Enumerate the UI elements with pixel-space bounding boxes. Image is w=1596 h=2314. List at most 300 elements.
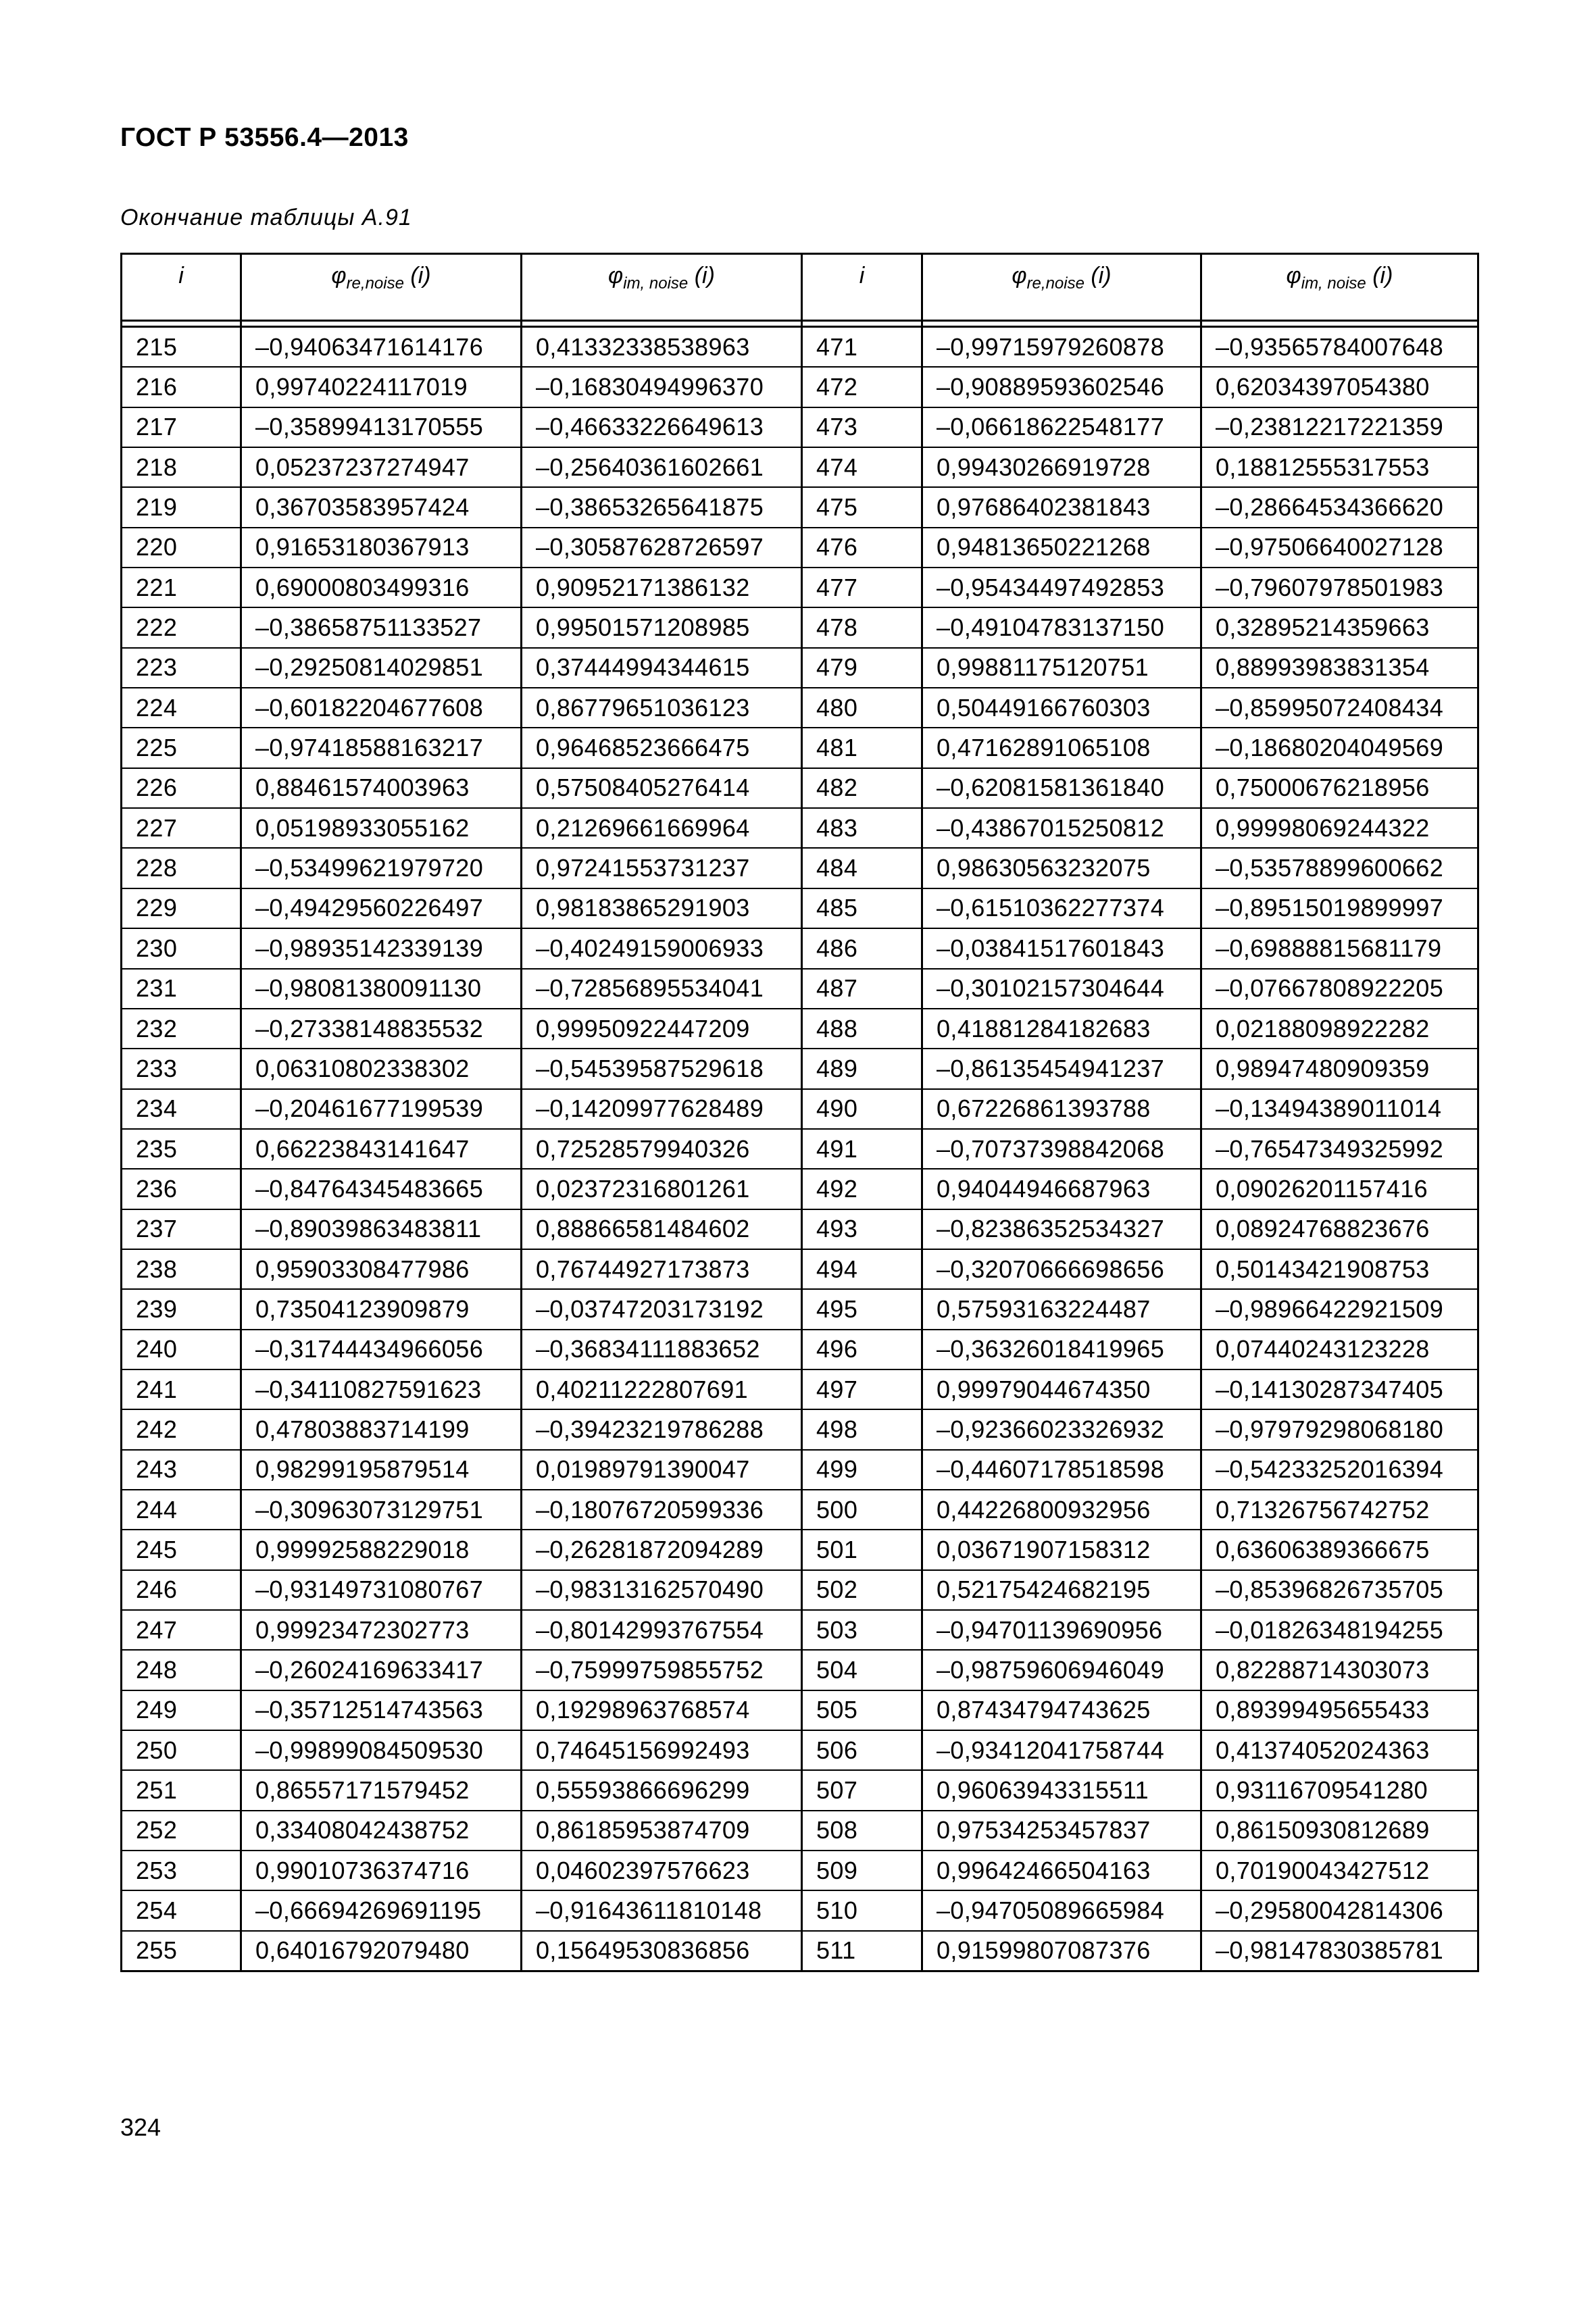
re-noise-cell-2: –0,61510362277374 — [922, 888, 1201, 928]
im-noise-cell-2: –0,98147830385781 — [1201, 1931, 1478, 1971]
im-noise-cell-2: 0,02188098922282 — [1201, 1009, 1478, 1049]
index-cell-2: 487 — [802, 969, 922, 1009]
table-row — [122, 528, 1478, 568]
table-row — [122, 1490, 1478, 1530]
table-row — [122, 1730, 1478, 1770]
index-cell-2: 500 — [802, 1490, 922, 1530]
im-noise-cell-2: 0,89399495655433 — [1201, 1690, 1478, 1730]
im-noise-cell: 0,76744927173873 — [522, 1249, 802, 1289]
table-row — [122, 487, 1478, 527]
im-noise-cell-2: 0,86150930812689 — [1201, 1811, 1478, 1851]
index-cell-2: 483 — [802, 808, 922, 848]
index-cell: 222 — [122, 607, 241, 647]
im-noise-cell-2: 0,08924768823676 — [1201, 1209, 1478, 1249]
im-noise-cell-2: –0,54233252016394 — [1201, 1450, 1478, 1490]
re-noise-cell-2: –0,94701139690956 — [922, 1610, 1201, 1650]
index-cell: 234 — [122, 1089, 241, 1129]
values-table — [120, 253, 1479, 1972]
im-noise-cell-2: 0,07440243123228 — [1201, 1330, 1478, 1369]
table-row — [122, 1089, 1478, 1129]
index-cell: 240 — [122, 1330, 241, 1369]
table-row — [122, 969, 1478, 1009]
re-noise-cell: 0,05237237274947 — [241, 447, 522, 487]
re-noise-cell: –0,27338148835532 — [241, 1009, 522, 1049]
header-index-2: i — [802, 254, 922, 321]
index-cell: 239 — [122, 1289, 241, 1329]
index-cell-2: 491 — [802, 1129, 922, 1169]
index-cell: 226 — [122, 768, 241, 808]
im-noise-cell: 0,41332338538963 — [522, 327, 802, 368]
re-noise-cell: –0,53499621979720 — [241, 848, 522, 888]
re-noise-cell-2: –0,94705089665984 — [922, 1890, 1201, 1930]
im-noise-cell: 0,72528579940326 — [522, 1129, 802, 1169]
re-noise-cell-2: 0,47162891065108 — [922, 728, 1201, 768]
table-caption: Окончание таблицы А.91 — [120, 205, 412, 230]
re-noise-cell-2: –0,92366023326932 — [922, 1409, 1201, 1449]
index-cell-2: 511 — [802, 1931, 922, 1971]
index-cell-2: 498 — [802, 1409, 922, 1449]
table-row — [122, 1570, 1478, 1610]
index-cell-2: 485 — [802, 888, 922, 928]
im-noise-cell-2: 0,50143421908753 — [1201, 1249, 1478, 1289]
im-noise-cell-2: –0,23812217221359 — [1201, 407, 1478, 447]
table-row — [122, 848, 1478, 888]
re-noise-cell: 0,47803883714199 — [241, 1409, 522, 1449]
im-noise-cell-2: –0,07667808922205 — [1201, 969, 1478, 1009]
im-noise-cell-2: 0,88993983831354 — [1201, 648, 1478, 688]
table-row — [122, 407, 1478, 447]
index-cell-2: 480 — [802, 688, 922, 728]
im-noise-cell: 0,37444994344615 — [522, 648, 802, 688]
index-cell: 216 — [122, 367, 241, 407]
table-row — [122, 447, 1478, 487]
re-noise-cell-2: –0,06618622548177 — [922, 407, 1201, 447]
im-noise-cell-2: 0,32895214359663 — [1201, 607, 1478, 647]
table-row — [122, 1049, 1478, 1088]
im-noise-cell: –0,39423219786288 — [522, 1409, 802, 1449]
re-noise-cell-2: 0,94044946687963 — [922, 1169, 1201, 1209]
re-noise-cell-2: 0,96063943315511 — [922, 1770, 1201, 1810]
re-noise-cell-2: 0,97534253457837 — [922, 1811, 1201, 1851]
table-row — [122, 1289, 1478, 1329]
im-noise-cell-2: –0,85396826735705 — [1201, 1570, 1478, 1610]
re-noise-cell-2: 0,87434794743625 — [922, 1690, 1201, 1730]
table-row — [122, 1650, 1478, 1690]
index-cell: 225 — [122, 728, 241, 768]
im-noise-cell: 0,04602397576623 — [522, 1851, 802, 1890]
index-cell: 255 — [122, 1931, 241, 1971]
im-noise-cell: –0,30587628726597 — [522, 528, 802, 568]
index-cell-2: 481 — [802, 728, 922, 768]
im-noise-cell: 0,86185953874709 — [522, 1811, 802, 1851]
table-row — [122, 768, 1478, 808]
im-noise-cell: –0,91643611810148 — [522, 1890, 802, 1930]
table-row — [122, 1890, 1478, 1930]
re-noise-cell: –0,26024169633417 — [241, 1650, 522, 1690]
index-cell-2: 494 — [802, 1249, 922, 1289]
re-noise-cell-2: 0,97686402381843 — [922, 487, 1201, 527]
index-cell-2: 501 — [802, 1530, 922, 1569]
re-noise-cell: –0,66694269691195 — [241, 1890, 522, 1930]
index-cell-2: 476 — [802, 528, 922, 568]
im-noise-cell-2: –0,18680204049569 — [1201, 728, 1478, 768]
index-cell: 246 — [122, 1570, 241, 1610]
im-noise-cell: –0,54539587529618 — [522, 1049, 802, 1088]
index-cell-2: 472 — [802, 367, 922, 407]
re-noise-cell-2: –0,90889593602546 — [922, 367, 1201, 407]
re-noise-cell-2: 0,99979044674350 — [922, 1369, 1201, 1409]
re-noise-cell: 0,86557171579452 — [241, 1770, 522, 1810]
im-noise-cell-2: –0,01826348194255 — [1201, 1610, 1478, 1650]
re-noise-cell-2: –0,70737398842068 — [922, 1129, 1201, 1169]
table-row — [122, 1369, 1478, 1409]
im-noise-cell: –0,98313162570490 — [522, 1570, 802, 1610]
re-noise-cell-2: 0,98630563232075 — [922, 848, 1201, 888]
im-noise-cell-2: –0,89515019899997 — [1201, 888, 1478, 928]
index-cell: 230 — [122, 928, 241, 968]
re-noise-cell: –0,30963073129751 — [241, 1490, 522, 1530]
index-cell-2: 505 — [802, 1690, 922, 1730]
re-noise-cell-2: 0,94813650221268 — [922, 528, 1201, 568]
index-cell-2: 504 — [802, 1650, 922, 1690]
im-noise-cell: 0,40211222807691 — [522, 1369, 802, 1409]
im-noise-cell-2: –0,85995072408434 — [1201, 688, 1478, 728]
re-noise-cell-2: 0,99642466504163 — [922, 1851, 1201, 1890]
index-cell-2: 482 — [802, 768, 922, 808]
re-noise-cell-2: –0,03841517601843 — [922, 928, 1201, 968]
table-row — [122, 1409, 1478, 1449]
im-noise-cell-2: –0,13494389011014 — [1201, 1089, 1478, 1129]
re-noise-cell: 0,91653180367913 — [241, 528, 522, 568]
page-number: 324 — [120, 2113, 161, 2141]
im-noise-cell: 0,57508405276414 — [522, 768, 802, 808]
re-noise-cell: –0,98935142339139 — [241, 928, 522, 968]
index-cell: 242 — [122, 1409, 241, 1449]
table-row — [122, 1209, 1478, 1249]
im-noise-cell-2: 0,62034397054380 — [1201, 367, 1478, 407]
im-noise-cell-2: 0,98947480909359 — [1201, 1049, 1478, 1088]
table-row — [122, 648, 1478, 688]
re-noise-cell-2: 0,99881175120751 — [922, 648, 1201, 688]
index-cell-2: 499 — [802, 1450, 922, 1490]
index-cell: 248 — [122, 1650, 241, 1690]
re-noise-cell: 0,69000803499316 — [241, 568, 522, 607]
re-noise-cell-2: –0,86135454941237 — [922, 1049, 1201, 1088]
im-noise-cell: 0,99950922447209 — [522, 1009, 802, 1049]
im-noise-cell-2: –0,97506640027128 — [1201, 528, 1478, 568]
re-noise-cell-2: –0,44607178518598 — [922, 1450, 1201, 1490]
im-noise-cell: –0,72856895534041 — [522, 969, 802, 1009]
table-row — [122, 1690, 1478, 1730]
header-re-noise-2: $\varphi_{re,noise}$ (i) — [922, 254, 1201, 321]
index-cell-2: 488 — [802, 1009, 922, 1049]
re-noise-cell-2: 0,67226861393788 — [922, 1089, 1201, 1129]
index-cell: 247 — [122, 1610, 241, 1650]
re-noise-cell-2: –0,49104783137150 — [922, 607, 1201, 647]
header-re-noise: $\varphi_{re,noise}$ (i) — [241, 254, 522, 321]
im-noise-cell-2: 0,71326756742752 — [1201, 1490, 1478, 1530]
im-noise-cell: 0,98183865291903 — [522, 888, 802, 928]
re-noise-cell: –0,20461677199539 — [241, 1089, 522, 1129]
table-row — [122, 728, 1478, 768]
im-noise-cell-2: –0,69888815681179 — [1201, 928, 1478, 968]
re-noise-cell: 0,95903308477986 — [241, 1249, 522, 1289]
table-row — [122, 1169, 1478, 1209]
table-row — [122, 1330, 1478, 1369]
im-noise-cell: –0,16830494996370 — [522, 367, 802, 407]
im-noise-cell: –0,18076720599336 — [522, 1490, 802, 1530]
index-cell-2: 479 — [802, 648, 922, 688]
re-noise-cell: –0,35899413170555 — [241, 407, 522, 447]
im-noise-cell: 0,15649530836856 — [522, 1931, 802, 1971]
re-noise-cell: 0,88461574003963 — [241, 768, 522, 808]
re-noise-cell-2: –0,99715979260878 — [922, 327, 1201, 368]
re-noise-cell-2: –0,93412041758744 — [922, 1730, 1201, 1770]
im-noise-cell-2: 0,09026201157416 — [1201, 1169, 1478, 1209]
re-noise-cell-2: –0,36326018419965 — [922, 1330, 1201, 1369]
table-row — [122, 367, 1478, 407]
im-noise-cell: 0,99501571208985 — [522, 607, 802, 647]
table-row — [122, 568, 1478, 607]
table-row — [122, 1811, 1478, 1851]
index-cell: 235 — [122, 1129, 241, 1169]
header-index: i — [122, 254, 241, 321]
re-noise-cell: –0,49429560226497 — [241, 888, 522, 928]
index-cell-2: 492 — [802, 1169, 922, 1209]
im-noise-cell-2: –0,29580042814306 — [1201, 1890, 1478, 1930]
im-noise-cell-2: –0,93565784007648 — [1201, 327, 1478, 368]
im-noise-cell: 0,55593866696299 — [522, 1770, 802, 1810]
table-row — [122, 1129, 1478, 1169]
re-noise-cell-2: –0,82386352534327 — [922, 1209, 1201, 1249]
re-noise-cell: 0,36703583957424 — [241, 487, 522, 527]
index-cell-2: 473 — [802, 407, 922, 447]
im-noise-cell-2: –0,53578899600662 — [1201, 848, 1478, 888]
index-cell-2: 475 — [802, 487, 922, 527]
im-noise-cell-2: 0,93116709541280 — [1201, 1770, 1478, 1810]
index-cell-2: 493 — [802, 1209, 922, 1249]
table-row — [122, 808, 1478, 848]
table-row — [122, 688, 1478, 728]
re-noise-cell-2: 0,52175424682195 — [922, 1570, 1201, 1610]
index-cell-2: 510 — [802, 1890, 922, 1930]
re-noise-cell: 0,73504123909879 — [241, 1289, 522, 1329]
im-noise-cell-2: 0,99998069244322 — [1201, 808, 1478, 848]
im-noise-cell: –0,75999759855752 — [522, 1650, 802, 1690]
table-row — [122, 1770, 1478, 1810]
index-cell: 237 — [122, 1209, 241, 1249]
re-noise-cell-2: 0,57593163224487 — [922, 1289, 1201, 1329]
index-cell: 249 — [122, 1690, 241, 1730]
re-noise-cell: –0,60182204677608 — [241, 688, 522, 728]
index-cell-2: 484 — [802, 848, 922, 888]
index-cell: 252 — [122, 1811, 241, 1851]
index-cell: 250 — [122, 1730, 241, 1770]
im-noise-cell: 0,96468523666475 — [522, 728, 802, 768]
im-noise-cell-2: 0,70190043427512 — [1201, 1851, 1478, 1890]
im-noise-cell: –0,14209977628489 — [522, 1089, 802, 1129]
im-noise-cell-2: –0,98966422921509 — [1201, 1289, 1478, 1329]
re-noise-cell-2: –0,62081581361840 — [922, 768, 1201, 808]
im-noise-cell-2: –0,14130287347405 — [1201, 1369, 1478, 1409]
table-row — [122, 1931, 1478, 1971]
table-row — [122, 327, 1478, 368]
re-noise-cell: –0,84764345483665 — [241, 1169, 522, 1209]
im-noise-cell: –0,80142993767554 — [522, 1610, 802, 1650]
re-noise-cell-2: 0,99430266919728 — [922, 447, 1201, 487]
header-im-noise: $\varphi_{im, noise}$ (i) — [522, 254, 802, 321]
index-cell-2: 474 — [802, 447, 922, 487]
im-noise-cell: –0,03747203173192 — [522, 1289, 802, 1329]
table-body — [122, 327, 1478, 1971]
index-cell-2: 507 — [802, 1770, 922, 1810]
im-noise-cell: –0,46633226649613 — [522, 407, 802, 447]
re-noise-cell-2: –0,32070666698656 — [922, 1249, 1201, 1289]
table-row — [122, 928, 1478, 968]
index-cell-2: 490 — [802, 1089, 922, 1129]
re-noise-cell: –0,35712514743563 — [241, 1690, 522, 1730]
table-row — [122, 1610, 1478, 1650]
re-noise-cell: 0,66223843141647 — [241, 1129, 522, 1169]
index-cell: 244 — [122, 1490, 241, 1530]
re-noise-cell: 0,05198933055162 — [241, 808, 522, 848]
table-row — [122, 1009, 1478, 1049]
table-row — [122, 1249, 1478, 1289]
im-noise-cell: –0,38653265641875 — [522, 487, 802, 527]
re-noise-cell-2: –0,30102157304644 — [922, 969, 1201, 1009]
im-noise-cell: 0,19298963768574 — [522, 1690, 802, 1730]
standard-designation: ГОСТ Р 53556.4—2013 — [120, 123, 409, 152]
index-cell-2: 509 — [802, 1851, 922, 1890]
re-noise-cell-2: –0,95434497492853 — [922, 568, 1201, 607]
table-row — [122, 1530, 1478, 1569]
index-cell: 236 — [122, 1169, 241, 1209]
im-noise-cell: 0,88866581484602 — [522, 1209, 802, 1249]
im-noise-cell: 0,01989791390047 — [522, 1450, 802, 1490]
re-noise-cell: 0,06310802338302 — [241, 1049, 522, 1088]
index-cell: 243 — [122, 1450, 241, 1490]
re-noise-cell: 0,99010736374716 — [241, 1851, 522, 1890]
re-noise-cell: 0,98299195879514 — [241, 1450, 522, 1490]
re-noise-cell-2: –0,43867015250812 — [922, 808, 1201, 848]
index-cell-2: 477 — [802, 568, 922, 607]
index-cell: 241 — [122, 1369, 241, 1409]
index-cell: 231 — [122, 969, 241, 1009]
im-noise-cell-2: –0,79607978501983 — [1201, 568, 1478, 607]
index-cell: 227 — [122, 808, 241, 848]
index-cell: 215 — [122, 327, 241, 368]
re-noise-cell: 0,33408042438752 — [241, 1811, 522, 1851]
re-noise-cell-2: –0,98759606946049 — [922, 1650, 1201, 1690]
index-cell: 238 — [122, 1249, 241, 1289]
index-cell-2: 502 — [802, 1570, 922, 1610]
index-cell: 218 — [122, 447, 241, 487]
index-cell: 217 — [122, 407, 241, 447]
table-row — [122, 888, 1478, 928]
index-cell: 233 — [122, 1049, 241, 1088]
im-noise-cell: –0,26281872094289 — [522, 1530, 802, 1569]
re-noise-cell: –0,38658751133527 — [241, 607, 522, 647]
index-cell-2: 486 — [802, 928, 922, 968]
index-cell-2: 503 — [802, 1610, 922, 1650]
index-cell-2: 496 — [802, 1330, 922, 1369]
index-cell: 223 — [122, 648, 241, 688]
re-noise-cell: –0,97418588163217 — [241, 728, 522, 768]
re-noise-cell: –0,98081380091130 — [241, 969, 522, 1009]
im-noise-cell-2: 0,75000676218956 — [1201, 768, 1478, 808]
index-cell-2: 489 — [802, 1049, 922, 1088]
im-noise-cell-2: 0,82288714303073 — [1201, 1650, 1478, 1690]
im-noise-cell: 0,97241553731237 — [522, 848, 802, 888]
im-noise-cell: 0,90952171386132 — [522, 568, 802, 607]
re-noise-cell-2: 0,41881284182683 — [922, 1009, 1201, 1049]
re-noise-cell: 0,99992588229018 — [241, 1530, 522, 1569]
im-noise-cell-2: 0,63606389366675 — [1201, 1530, 1478, 1569]
im-noise-cell: 0,86779651036123 — [522, 688, 802, 728]
index-cell: 219 — [122, 487, 241, 527]
re-noise-cell-2: 0,44226800932956 — [922, 1490, 1201, 1530]
im-noise-cell: 0,74645156992493 — [522, 1730, 802, 1770]
im-noise-cell-2: –0,28664534366620 — [1201, 487, 1478, 527]
table-row — [122, 1450, 1478, 1490]
index-cell: 224 — [122, 688, 241, 728]
index-cell: 254 — [122, 1890, 241, 1930]
index-cell: 253 — [122, 1851, 241, 1890]
index-cell-2: 506 — [802, 1730, 922, 1770]
im-noise-cell-2: –0,97979298068180 — [1201, 1409, 1478, 1449]
index-cell: 232 — [122, 1009, 241, 1049]
re-noise-cell: –0,89039863483811 — [241, 1209, 522, 1249]
index-cell-2: 495 — [802, 1289, 922, 1329]
im-noise-cell: –0,40249159006933 — [522, 928, 802, 968]
index-cell-2: 497 — [802, 1369, 922, 1409]
im-noise-cell-2: –0,76547349325992 — [1201, 1129, 1478, 1169]
re-noise-cell: –0,31744434966056 — [241, 1330, 522, 1369]
re-noise-cell: –0,99899084509530 — [241, 1730, 522, 1770]
index-cell: 229 — [122, 888, 241, 928]
im-noise-cell: –0,36834111883652 — [522, 1330, 802, 1369]
re-noise-cell: –0,94063471614176 — [241, 327, 522, 368]
re-noise-cell: –0,29250814029851 — [241, 648, 522, 688]
re-noise-cell: –0,93149731080767 — [241, 1570, 522, 1610]
index-cell: 245 — [122, 1530, 241, 1569]
table-row — [122, 607, 1478, 647]
index-cell-2: 508 — [802, 1811, 922, 1851]
index-cell: 228 — [122, 848, 241, 888]
im-noise-cell: 0,02372316801261 — [522, 1169, 802, 1209]
table-row — [122, 1851, 1478, 1890]
index-cell: 251 — [122, 1770, 241, 1810]
index-cell: 220 — [122, 528, 241, 568]
index-cell-2: 478 — [802, 607, 922, 647]
im-noise-cell: 0,21269661669964 — [522, 808, 802, 848]
im-noise-cell: –0,25640361602661 — [522, 447, 802, 487]
index-cell-2: 471 — [802, 327, 922, 368]
index-cell: 221 — [122, 568, 241, 607]
header-im-noise-2: $\varphi_{im, noise}$ (i) — [1201, 254, 1478, 321]
table-header-row — [122, 254, 1478, 321]
re-noise-cell: –0,34110827591623 — [241, 1369, 522, 1409]
re-noise-cell: 0,99923472302773 — [241, 1610, 522, 1650]
re-noise-cell-2: 0,91599807087376 — [922, 1931, 1201, 1971]
im-noise-cell-2: 0,18812555317553 — [1201, 447, 1478, 487]
re-noise-cell-2: 0,03671907158312 — [922, 1530, 1201, 1569]
im-noise-cell-2: 0,41374052024363 — [1201, 1730, 1478, 1770]
re-noise-cell: 0,99740224117019 — [241, 367, 522, 407]
re-noise-cell-2: 0,50449166760303 — [922, 688, 1201, 728]
re-noise-cell: 0,64016792079480 — [241, 1931, 522, 1971]
header-separator — [122, 321, 1478, 327]
